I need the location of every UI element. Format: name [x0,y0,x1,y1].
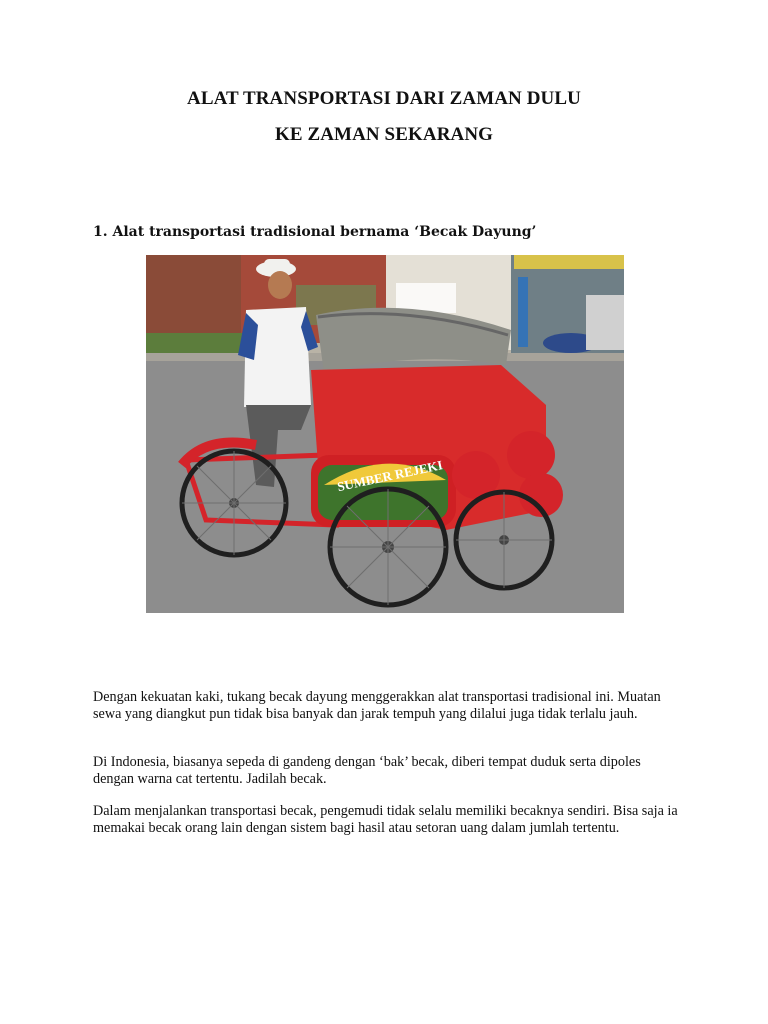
paragraph-1: Dengan kekuatan kaki, tukang becak dayung menggerakkan alat transportasi tradisional ini. Muatan sewa yang diangkut pun tidak bisa banyak dan jarak tempuh yang dilalui juga tidak terlalu jauh. [93,689,661,722]
document-title-line-2: KE ZAMAN SEKARANG [274,124,494,145]
section-heading-becak-dayung: 1. Alat transportasi tradisional bernama ‘Becak Dayung’ [93,224,537,240]
photo-becak-sign: SUMBER REJEKI [335,457,444,495]
paragraph-3: Dalam menjalankan transportasi becak, pengemudi tidak selalu memiliki becaknya sendiri. Bisa saja ia memakai becak orang lain dengan sistem bagi hasil atau setoran uang dalam jumlah tertentu. [93,803,678,836]
paragraph-2: Di Indonesia, biasanya sepeda di gandeng dengan ‘bak’ becak, diberi tempat duduk serta dipoles dengan warna cat tertentu. Jadilah becak. [93,754,641,787]
becak-photo [146,255,624,613]
document-title-line-1: ALAT TRANSPORTASI DARI ZAMAN DULU [187,88,581,109]
